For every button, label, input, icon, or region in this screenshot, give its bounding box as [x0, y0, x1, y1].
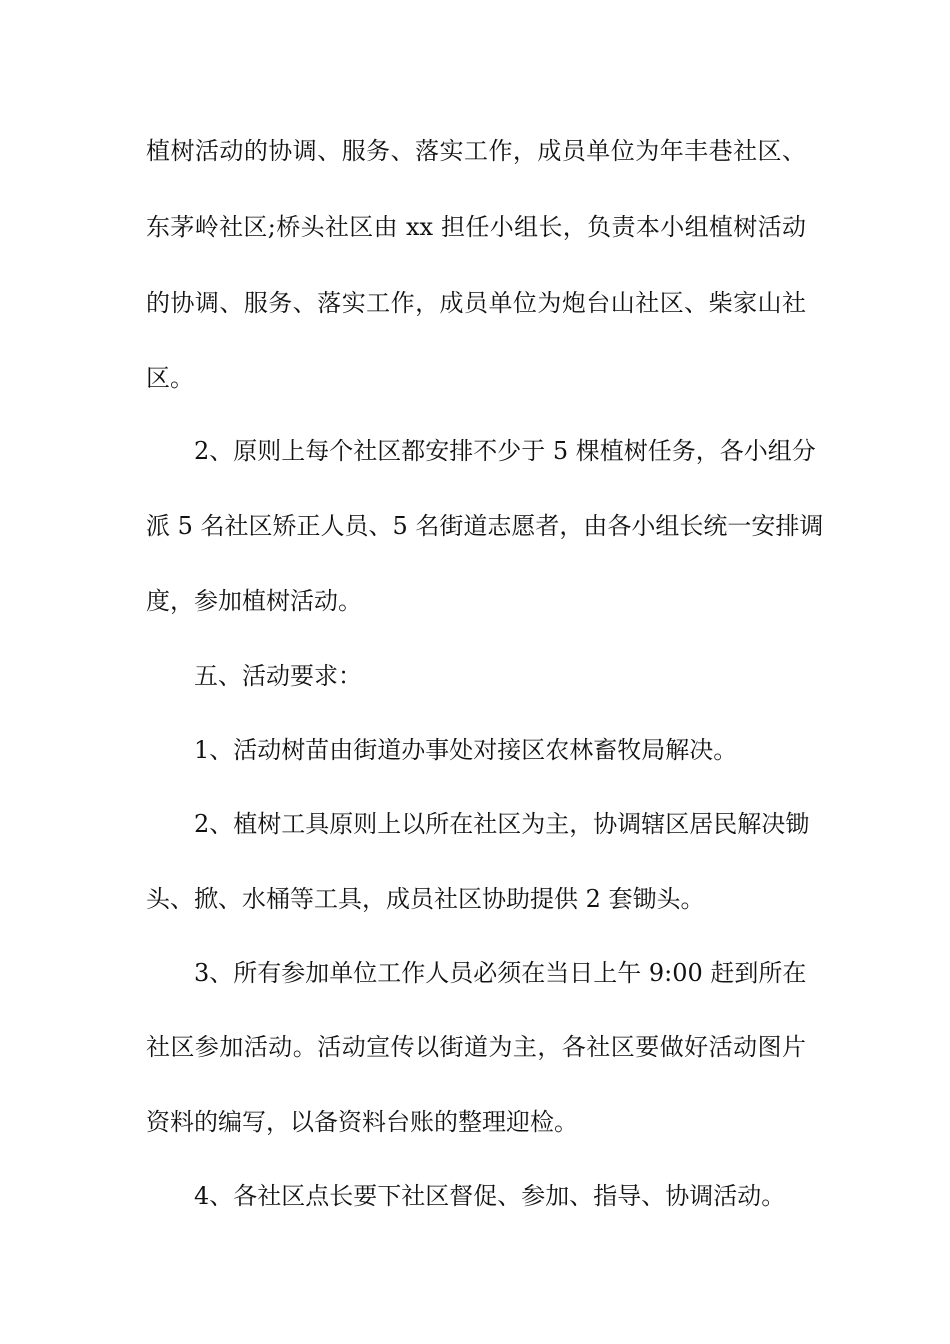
text-line-12: 3、所有参加单位工作人员必须在当日上午 9:00 赶到所在	[194, 959, 807, 987]
text-line-14: 资料的编写，以备资料台账的整理迎检。	[146, 1108, 578, 1136]
text-line-10: 2、植树工具原则上以所在社区为主，协调辖区居民解决锄	[194, 810, 810, 838]
section-heading: 五、活动要求：	[194, 662, 362, 690]
text-line-6: 派 5 名社区矫正人员、5 名街道志愿者，由各小组长统一安排调	[146, 512, 824, 540]
text-line-13: 社区参加活动。活动宣传以街道为主，各社区要做好活动图片	[146, 1033, 806, 1061]
text-line-3: 的协调、服务、落实工作，成员单位为炮台山社区、柴家山社	[146, 289, 806, 317]
text-line-2: 东茅岭社区;桥头社区由 xx 担任小组长，负责本小组植树活动	[146, 213, 806, 241]
text-line-4: 区。	[146, 364, 194, 392]
text-line-7: 度，参加植树活动。	[146, 587, 362, 615]
text-line-5: 2、原则上每个社区都安排不少于 5 棵植树任务，各小组分	[194, 437, 816, 465]
text-line-15: 4、各社区点长要下社区督促、参加、指导、协调活动。	[194, 1182, 786, 1210]
text-line-9: 1、活动树苗由街道办事处对接区农林畜牧局解决。	[194, 736, 738, 764]
text-line-1: 植树活动的协调、服务、落实工作，成员单位为年丰巷社区、	[146, 137, 806, 165]
text-line-11: 头、掀、水桶等工具，成员社区协助提供 2 套锄头。	[146, 885, 705, 913]
